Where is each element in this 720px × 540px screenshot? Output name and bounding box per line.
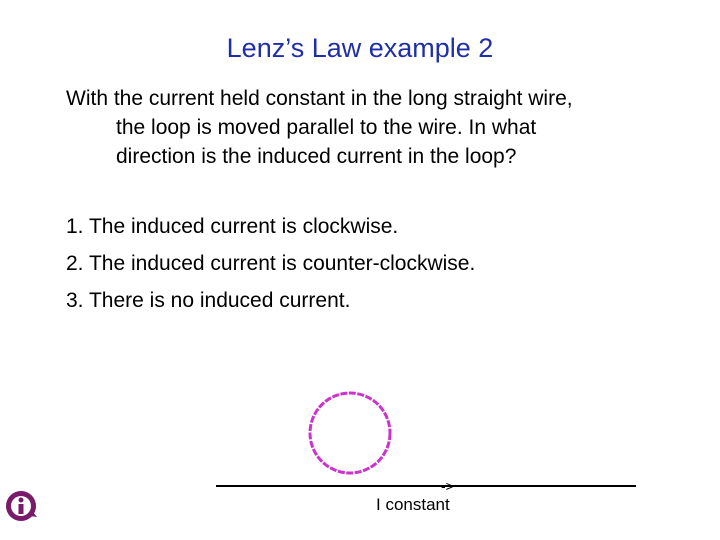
question-line: the loop is moved parallel to the wire. In what — [116, 116, 537, 139]
answer-option-3[interactable]: 3. There is no induced current. — [66, 289, 351, 312]
slide-title: Lenz’s Law example 2 — [226, 33, 494, 63]
question-line: direction is the induced current in the loop? — [116, 145, 517, 168]
answer-option-2[interactable]: 2. The induced current is counter-clockwise. — [66, 252, 476, 275]
current-label: I constant — [376, 495, 450, 514]
current-direction-arrow: -> — [441, 478, 454, 494]
question-line: With the current held constant in the long straight wire, — [66, 87, 573, 110]
answer-option-1[interactable]: 1. The induced current is clockwise. — [66, 215, 399, 238]
conducting-loop — [310, 393, 390, 473]
info-logo-icon — [4, 489, 38, 523]
